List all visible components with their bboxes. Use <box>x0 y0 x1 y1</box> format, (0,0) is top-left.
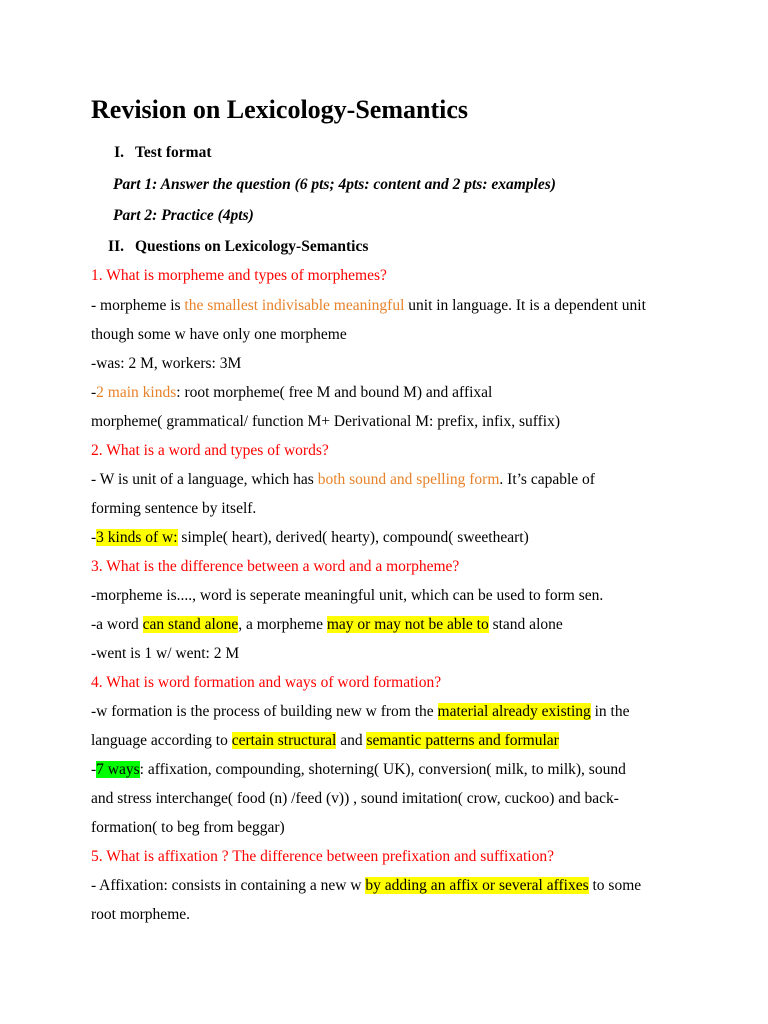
text-run: : root morpheme( free M and bound M) and affixal <box>176 384 493 401</box>
text-run: stand alone <box>488 616 563 633</box>
q2-answer-line: forming sentence by itself. <box>91 500 257 517</box>
highlighted-text: certain structural <box>231 732 337 749</box>
text-run: : affixation, compounding, shoterning( UK), conversion( milk, to milk), sound <box>139 761 626 778</box>
part-2-line: Part 2: Practice (4pts) <box>113 207 254 224</box>
question-5: 5. What is affixation ? The difference between prefixation and suffixation? <box>91 848 554 865</box>
text-run: - Affixation: consists in containing a new w <box>91 877 366 894</box>
highlighted-text: can stand alone <box>142 616 239 633</box>
q1-answer-line: -was: 2 M, workers: 3M <box>91 355 242 372</box>
q4-answer-line: formation( to beg from beggar) <box>91 819 285 836</box>
emphasis-text: both sound and spelling form <box>317 471 500 488</box>
q4-answer-line: and stress interchange( food (n) /feed (v)) , sound imitation( crow, cuckoo) and back- <box>91 790 619 807</box>
q2-answer-line <box>91 528 529 548</box>
text-run: unit in language. It is a dependent unit <box>404 297 646 314</box>
q4-answer-line <box>91 760 626 780</box>
document-title: Revision on Lexicology-Semantics <box>91 95 468 124</box>
q3-answer-line <box>91 615 563 635</box>
q1-answer-line <box>91 383 492 403</box>
text-run: -a word <box>91 616 143 633</box>
text-run: - <box>91 384 97 401</box>
q3-answer-line: -morpheme is...., word is seperate meaningful unit, which can be used to form sen. <box>91 587 604 604</box>
q3-answer-line: -went is 1 w/ went: 2 M <box>91 645 240 662</box>
text-run: to some <box>588 877 642 894</box>
question-4: 4. What is word formation and ways of word formation? <box>91 674 442 691</box>
highlighted-text: by adding an affix or several affixes <box>365 877 589 894</box>
highlighted-text: 3 kinds of w: <box>96 529 178 546</box>
q2-answer-line <box>91 470 595 490</box>
question-2: 2. What is a word and types of words? <box>91 442 329 459</box>
text-run: simple( heart), derived( hearty), compound( sweetheart) <box>177 529 529 546</box>
q4-answer-line <box>91 702 630 722</box>
q1-answer-line: morpheme( grammatical/ function M+ Derivational M: prefix, infix, suffix) <box>91 413 561 430</box>
part-1-line: Part 1: Answer the question (6 pts; 4pts: content and 2 pts: examples) <box>113 176 556 193</box>
q5-answer-line <box>91 876 641 896</box>
q5-answer-line: root morpheme. <box>91 906 191 923</box>
highlighted-text: semantic patterns and formular <box>366 732 559 749</box>
text-run: in the <box>590 703 630 720</box>
question-3: 3. What is the difference between a word and a morpheme? <box>91 558 460 575</box>
highlighted-text-green: 7 ways <box>96 761 140 778</box>
section-label: Questions on Lexicology-Semantics <box>135 238 369 255</box>
highlighted-text: may or may not be able to <box>326 616 489 633</box>
text-run: - W is unit of a language, which has <box>91 471 318 488</box>
section-label: Test format <box>135 144 212 161</box>
q1-answer-line: though some w have only one morpheme <box>91 326 347 343</box>
text-run: , a morpheme <box>238 616 327 633</box>
text-run: and <box>336 732 367 749</box>
text-run: - <box>91 529 97 546</box>
section-number: II. <box>108 238 124 255</box>
text-run: -w formation is the process of building new w from the <box>91 703 438 720</box>
emphasis-text: 2 main kinds <box>96 384 177 401</box>
text-run: - <box>91 761 97 778</box>
section-heading-questions <box>91 237 368 257</box>
section-heading-test-format <box>91 143 211 163</box>
question-1: 1. What is morpheme and types of morphemes? <box>91 267 387 284</box>
text-run: - morpheme is <box>91 297 185 314</box>
text-run: . It’s capable of <box>499 471 595 488</box>
highlighted-text: material already existing <box>437 703 591 720</box>
emphasis-text: the smallest indivisable meaningful <box>184 297 405 314</box>
q1-answer-line <box>91 296 646 316</box>
text-run: language according to <box>91 732 232 749</box>
q4-answer-line <box>91 731 559 751</box>
section-number: I. <box>114 144 124 161</box>
